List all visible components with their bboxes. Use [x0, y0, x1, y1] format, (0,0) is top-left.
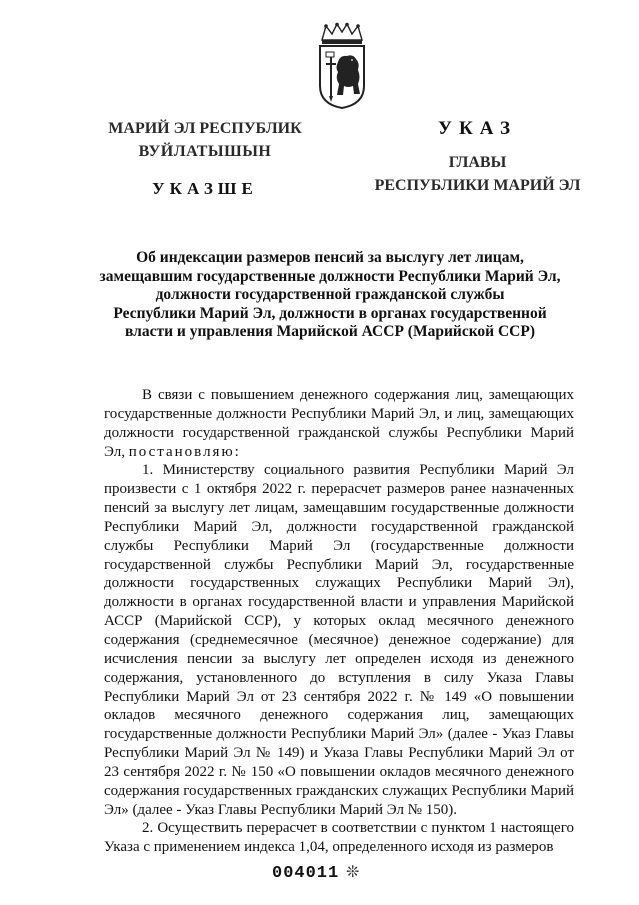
- decree-word: постановляю: [128, 443, 235, 460]
- ornament-mark: ❊: [346, 864, 360, 881]
- title-line: Об индексации размеров пенсий за выслугу лет лицам,: [136, 249, 524, 266]
- header-left-line1: МАРИЙ ЭЛ РЕСПУБЛИК: [108, 120, 302, 137]
- paragraph-item-2: 2. Осуществить перерасчет в соответствии с пунктом 1 настоящего Указа с применением индекса 1,04, определенного исходя из размеров: [104, 820, 574, 856]
- paragraph-preamble: [104, 386, 574, 461]
- header-left-line3: УКАЗШЕ: [152, 179, 258, 198]
- title-line: должности государственной гражданской службы: [155, 286, 505, 304]
- coat-of-arms-bear-icon: [316, 22, 368, 110]
- header-right-line1: УКАЗ: [438, 118, 517, 139]
- serial-number: 004011: [272, 864, 340, 883]
- document-title: [95, 249, 565, 342]
- header-left-block: [105, 117, 305, 200]
- header-left-line2: ВУЙЛАТЫШЫН: [138, 143, 272, 160]
- title-line: власти и управления Марийской АССР (Марийской ССР): [124, 323, 535, 341]
- header-right-block: [370, 117, 585, 197]
- document-body: [104, 386, 574, 857]
- preamble-text: В связи с повышением денежного содержания лиц, замещающих государственные должности Республики Марий Эл, и лиц, замещающих должности государственной гражданской службы Республики Марий Эл,: [104, 387, 574, 460]
- title-line: Республики Марий Эл, должности в органах государственной: [113, 304, 547, 322]
- preamble-end: :: [234, 443, 239, 460]
- title-line: замещавшим государственные должности Республики Марий Эл,: [99, 267, 561, 285]
- header-right-line2: ГЛАВЫ: [448, 154, 507, 171]
- paragraph-item-1: 1. Министерству социального развития Республики Марий Эл произвести с 1 октября 2022 г. перерасчет размеров ранее назначенных пенсий за выслугу лет лицам, замещавшим государственные должности Республики Марий Эл, должности государственной гражданской службы Республики Марий Эл (государственные должности государственной службы Республики Марий Эл, государственные должности государственных служащих Республики Марий Эл), должности в органах государственной власти и управления Марийской АССР (Марийской ССР), у которых оклад месячного денежного содержания (среднемесячное (месячное) денежное содержание) для исчисления пенсии за выслугу лет определен исходя из денежного содержания, установленного до вступления в силу Указа Главы Республики Марий Эл от 23 сентября 2022 г. № 149 «О повышении окладов месячного денежного содержания лиц, замещающих государственные должности Республики Марий Эл» (далее - Указ Главы Республики Марий Эл № 149) и Указа Главы Республики Марий Эл от 23 сентября 2022 г. № 150 «О повышении окладов месячного денежного содержания государственных гражданских служащих Республики Марий Эл» (далее - Указ Главы Республики Марий Эл № 150).: [104, 462, 575, 818]
- header-right-line3: РЕСПУБЛИКИ МАРИЙ ЭЛ: [374, 177, 581, 194]
